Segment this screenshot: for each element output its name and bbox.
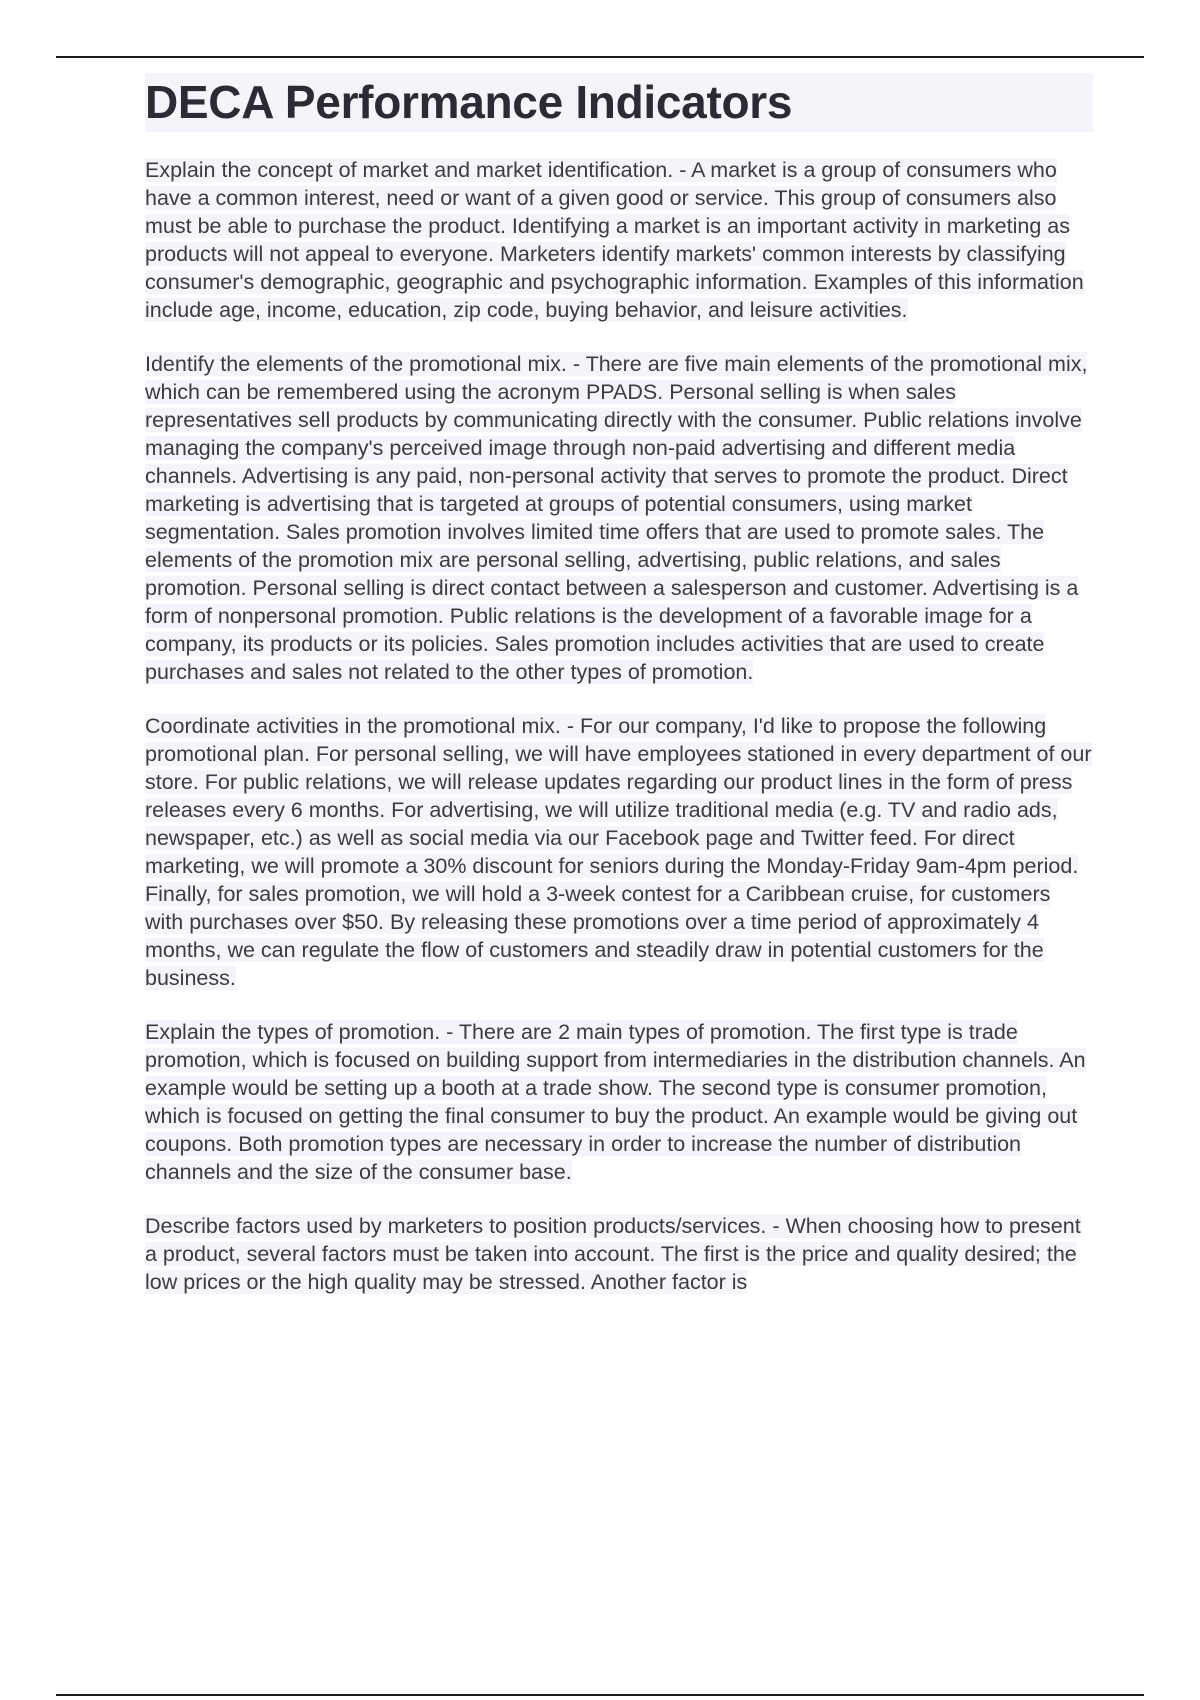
bottom-rule	[56, 1694, 1144, 1696]
document-title: DECA Performance Indicators	[145, 73, 1093, 132]
entry-types-of-promotion	[145, 1018, 1093, 1186]
entry-coordinate-promotional-mix	[145, 712, 1093, 992]
entry-text: Describe factors used by marketers to position products/services. - When choosing how to present a product, several factors must be taken into account. The first is the price and quality desired; the low prices or the high quality may be stressed. Another factor is	[145, 1214, 1081, 1294]
entry-text: Coordinate activities in the promotional mix. - For our company, I'd like to propose the following promotional plan. For personal selling, we will have employees stationed in every department of our store. For public relations, we will release updates regarding our product lines in the form of press releases every 6 months. For advertising, we will utilize traditional media (e.g. TV and radio ads, newspaper, etc.) as well as social media via our Facebook page and Twitter feed. For direct marketing, we will promote a 30% discount for seniors during the Monday-Friday 9am-4pm period. Finally, for sales promotion, we will hold a 3-week contest for a Caribbean cruise, for customers with purchases over $50. By releasing these promotions over a time period of approximately 4 months, we can regulate the flow of customers and steadily draw in potential customers for the business.	[145, 714, 1092, 990]
entry-promotional-mix-elements	[145, 350, 1093, 686]
top-rule	[56, 56, 1144, 58]
entry-positioning-factors	[145, 1212, 1093, 1296]
entry-list	[145, 156, 1093, 1296]
entry-market-identification	[145, 156, 1093, 324]
entry-text: Identify the elements of the promotional mix. - There are five main elements of the promotional mix, which can be remembered using the acronym PPADS. Personal selling is when sales representatives sell products by communicating directly with the consumer. Public relations involve managing the company's perceived image through non-paid advertising and different media channels. Advertising is any paid, non-personal activity that serves to promote the product. Direct marketing is advertising that is targeted at groups of potential consumers, using market segmentation. Sales promotion involves limited time offers that are used to promote sales. The elements of the promotion mix are personal selling, advertising, public relations, and sales promotion. Personal selling is direct contact between a salesperson and customer. Advertising is a form of nonpersonal promotion. Public relations is the development of a favorable image for a company, its products or its policies. Sales promotion includes activities that are used to create purchases and sales not related to the other types of promotion.	[145, 352, 1088, 684]
document-body	[145, 73, 1093, 1322]
entry-text: Explain the types of promotion. - There are 2 main types of promotion. The first type is trade promotion, which is focused on building support from intermediaries in the distribution channels. An example would be setting up a booth at a trade show. The second type is consumer promotion, which is focused on getting the final consumer to buy the product. An example would be giving out coupons. Both promotion types are necessary in order to increase the number of distribution channels and the size of the consumer base.	[145, 1020, 1086, 1184]
entry-text: Explain the concept of market and market identification. - A market is a group of consumers who have a common interest, need or want of a given good or service. This group of consumers also must be able to purchase the product. Identifying a market is an important activity in marketing as products will not appeal to everyone. Marketers identify markets' common interests by classifying consumer's demographic, geographic and psychographic information. Examples of this information include age, income, education, zip code, buying behavior, and leisure activities.	[145, 158, 1084, 322]
